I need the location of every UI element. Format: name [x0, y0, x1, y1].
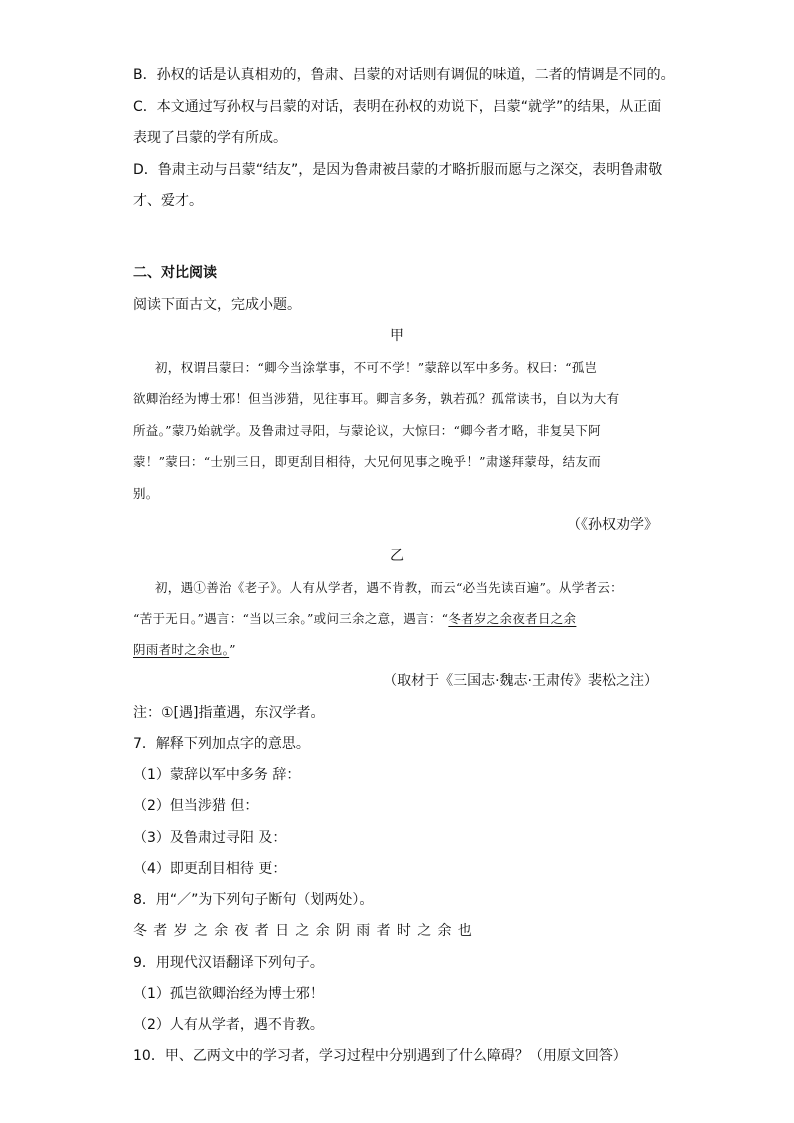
passage-yi-line-3-end: ” [229, 642, 236, 657]
passage-yi-line-3 [133, 640, 236, 660]
passage-jia-line-1: 初，权谓吕蒙曰：“卿今当涂掌事，不可不学！”蒙辞以军中多务。权曰：“孤岂 [155, 360, 598, 375]
option-d-line-2: 才、爱才。 [133, 193, 203, 209]
question-9: 9．用现代汉语翻译下列句子。 [133, 955, 324, 971]
passage-yi-title: 乙 [390, 548, 404, 564]
question-10: 10．甲、乙两文中的学习者，学习过程中分别遇到了什么障碍？（用原文回答） [133, 1048, 627, 1064]
option-b: B．孙权的话是认真相劝的，鲁肃、吕蒙的对话则有调侃的味道，二者的情调是不同的。 [133, 67, 675, 83]
passage-jia-line-3: 所益。”蒙乃始就学。及鲁肃过寻阳，与蒙论议，大惊曰：“卿今者才略，非复吴下阿 [133, 423, 601, 438]
passage-yi-line-2-text: “苦于无日。”遇言：“当以三余。”或问三余之意，遇言：“ [133, 611, 449, 626]
passage-yi-underlined-1: 冬者岁之余夜者日之余 [448, 611, 577, 626]
question-7-item-2: （2）但当涉猎 但： [133, 798, 259, 814]
option-c-line-1: C．本文通过写孙权与吕蒙的对话，表明在孙权的劝说下，吕蒙“就学”的结果，从正面 [133, 99, 662, 115]
question-7-item-1: （1）蒙辞以军中多务 辞： [133, 767, 301, 783]
passage-jia-line-2: 欲卿治经为博士邪！但当涉猎，见往事耳。卿言多务，孰若孤？孤常读书，自以为大有 [133, 391, 620, 406]
passage-yi-line-1: 初，遇①善治《老子》。人有从学者，遇不肯教，而云“必当先读百遍”。从学者云： [155, 580, 623, 595]
question-8-sentence: 冬者岁之余夜者日之余阴雨者时之余也 [133, 923, 479, 939]
passage-jia-line-4: 蒙！”蒙曰：“士别三日，即更刮目相待，大兄何见事之晚乎！”肃遂拜蒙母，结友而 [133, 454, 602, 469]
question-7: 7．解释下列加点字的意思。 [133, 736, 310, 752]
section-instruction: 阅读下面古文，完成小题。 [133, 297, 301, 313]
section-heading: 二、对比阅读 [133, 265, 217, 281]
passage-jia-line-5: 别。 [133, 486, 159, 501]
passage-yi-underlined-2: 阴雨者时之余也。 [133, 642, 230, 657]
question-7-item-4: （4）即更刮目相待 更： [133, 861, 287, 877]
question-9-item-1: （1）孤岂欲卿治经为博士邪！ [133, 986, 324, 1002]
question-7-item-3: （3）及鲁肃过寻阳 及： [133, 830, 287, 846]
option-c-line-2: 表现了吕蒙的学有所成。 [133, 130, 287, 146]
passage-jia-source: （《孙权劝学》 [567, 517, 658, 533]
passage-yi-source: （取材于《三国志·魏志·王肃传》裴松之注） [383, 673, 658, 689]
question-8: 8．用“／”为下列句子断句（划两处）。 [133, 892, 374, 908]
option-d-line-1: D．鲁肃主动与吕蒙“结友”，是因为鲁肃被吕蒙的才略折服而愿与之深交，表明鲁肃敬 [133, 162, 663, 178]
question-9-item-2: （2）人有从学者，遇不肯教。 [133, 1017, 324, 1033]
footnote: 注：①[遇]指董遇，东汉学者。 [133, 705, 325, 721]
passage-yi-line-2 [133, 609, 576, 629]
passage-jia-title: 甲 [390, 328, 404, 344]
